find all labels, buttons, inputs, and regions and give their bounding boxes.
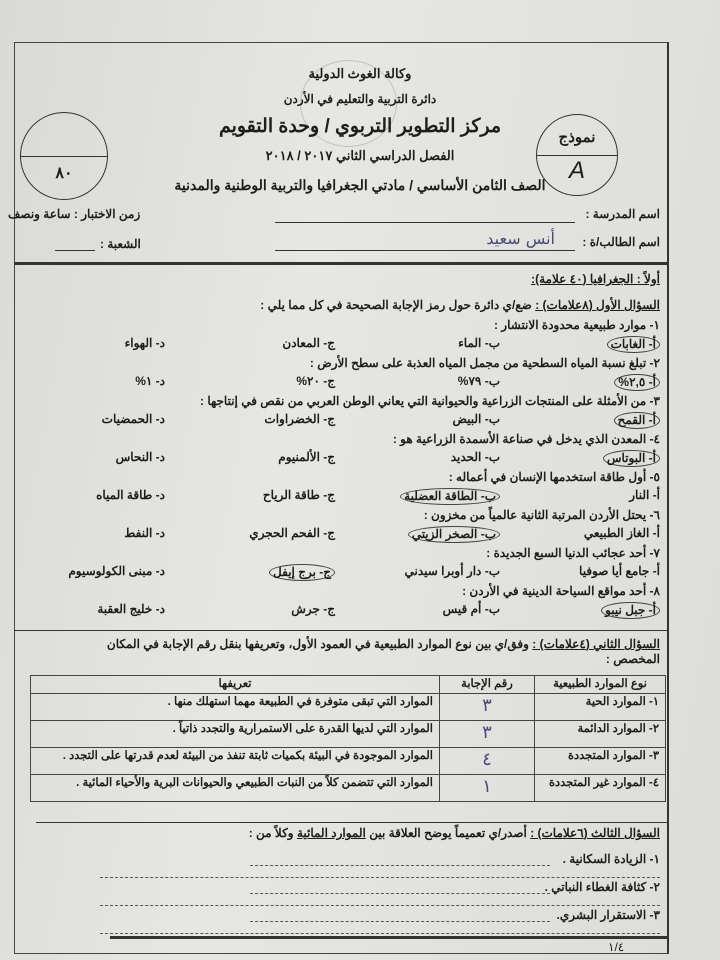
q3-header <box>60 826 660 841</box>
definition: الموارد الموجودة في البيئة بكميات ثابتة تنفذ من البيئة لعدم قدرتها على التجدد . <box>31 748 440 775</box>
definition: الموارد التي تبقى متوفرة في الطبيعة مهما استهلك منها . <box>31 694 440 721</box>
answer-option[interactable]: ب- الحديد <box>450 450 500 464</box>
answer-option[interactable]: ج- الألمنيوم <box>278 450 335 464</box>
question-text: ٣- من الأمثلة على المنتجات الزراعية والحيوانية التي يعاني الوطن العربي من نقص في إنتاجها : <box>199 394 660 408</box>
q3-item: ٢- كثافة الغطاء النباتي . <box>544 880 660 894</box>
question-text: ٤- المعدن الذي يدخل في صناعة الأسمدة الزراعية هو : <box>392 432 660 446</box>
answer-option[interactable]: أ- البوتاس <box>603 450 660 467</box>
answer-number[interactable]: ٤ <box>440 748 535 775</box>
header-divider <box>14 262 668 265</box>
answer-option[interactable]: د- ١% <box>135 374 165 388</box>
answer-option[interactable]: د- الهواء <box>124 336 165 350</box>
answer-option[interactable]: ج- جرش <box>291 602 335 616</box>
q1-divider <box>14 630 668 631</box>
resource-type: ٤- الموارد غير المتجددة <box>535 775 666 802</box>
question-text: ٥- أول طاقة استخدمها الإنسان في أعماله : <box>448 470 660 484</box>
answer-option[interactable]: ب- الطاقة العضلية <box>400 488 500 505</box>
definition: الموارد التي لديها القدرة على الاستمرارية والتجدد ذاتياً . <box>31 721 440 748</box>
answer-option[interactable]: د- طاقة المياه <box>96 488 165 502</box>
model-label: نموذج <box>558 129 596 146</box>
school-field[interactable] <box>275 222 575 223</box>
answer-line[interactable] <box>250 893 550 894</box>
table-row <box>31 775 666 802</box>
answer-line[interactable] <box>250 865 550 866</box>
answer-option[interactable]: ج- برج إيفل <box>269 564 335 581</box>
student-name: أنس سعيد <box>486 229 555 248</box>
q2-divider <box>36 822 668 823</box>
answer-option[interactable]: أ- النار <box>629 488 660 502</box>
agency-name: وكالة الغوث الدولية <box>308 66 412 81</box>
q2-title: السؤال الثاني (٤علامات) : <box>532 637 660 651</box>
model-circle <box>536 114 618 196</box>
answer-option[interactable]: أ- القمح <box>614 412 660 429</box>
total-score: ٨٠ <box>55 165 73 182</box>
question-text: ٧- أحد عجائب الدنيا السبع الجديدة : <box>486 546 660 560</box>
answer-option[interactable]: د- مبنى الكولوسيوم <box>68 564 165 578</box>
question-text: ٦- يحتل الأردن المرتبة الثانية عالمياً من مخزون : <box>423 508 660 522</box>
matching-table <box>30 675 666 802</box>
answer-option[interactable]: أ- ٢,٥% <box>614 374 660 391</box>
answer-option[interactable]: ج- الخضراوات <box>264 412 335 426</box>
q1-instruction: ضع/ي دائرة حول رمز الإجابة الصحيحة في كل مما يلي : <box>260 298 532 312</box>
answer-option[interactable]: د- الحمضيات <box>101 412 165 426</box>
answer-option[interactable]: ب- الماء <box>458 336 500 350</box>
q3-item: ١- الزيادة السكانية . <box>562 852 660 866</box>
answer-number[interactable]: ٣ <box>440 694 535 721</box>
section-field[interactable] <box>55 250 95 251</box>
q3-keyword: الموارد المائية <box>296 826 366 840</box>
answer-option[interactable]: أ- الغابات <box>607 336 660 353</box>
answer-option[interactable]: ج- المعادن <box>282 336 335 350</box>
footer-divider <box>110 936 668 939</box>
answer-option[interactable]: د- خليج العقبة <box>97 602 165 616</box>
table-row <box>31 694 666 721</box>
col-definition: تعريفها <box>31 676 440 694</box>
col-type: نوع الموارد الطبيعية <box>535 676 666 694</box>
table-row <box>31 721 666 748</box>
answer-option[interactable]: ب- دار أوبرا سيدني <box>404 564 500 578</box>
answer-option[interactable]: أ- جامع أيا صوفيا <box>579 564 660 578</box>
department-name: دائرة التربية والتعليم في الأردن <box>283 92 437 106</box>
answer-option[interactable]: د- النفط <box>124 526 165 540</box>
question-text: ٨- أحد مواقع السياحة الدينية في الأردن : <box>462 584 660 598</box>
q1-title: السؤال الأول (٨علامات) : <box>535 298 660 312</box>
q3-instruction-end: وكلاً من : <box>248 826 294 840</box>
q3-instruction: أصدر/ي تعميماً يوضح العلاقة بين <box>369 826 527 840</box>
q2-header <box>60 637 660 667</box>
answer-line[interactable] <box>100 933 660 934</box>
table-row <box>31 748 666 775</box>
model-value: A <box>568 157 585 184</box>
center-title: مركز التطوير التربوي / وحدة التقويم <box>218 116 502 137</box>
definition: الموارد التي تتضمن كلاً من النبات الطبيعي والحيوانات البرية والأحياء المائية . <box>31 775 440 802</box>
q3-item: ٣- الاستقرار البشري. <box>556 908 660 922</box>
answer-option[interactable]: ب- البيض <box>452 412 500 426</box>
q1-header <box>60 298 660 313</box>
question-text: ٢- تبلغ نسبة المياه السطحية من مجمل المياه العذبة على سطح الأرض : <box>309 356 660 370</box>
student-label: اسم الطالب/ة : <box>582 235 660 249</box>
answer-option[interactable]: أ- الغاز الطبيعي <box>583 526 660 540</box>
col-answer: رقم الإجابة <box>440 676 535 694</box>
semester: الفصل الدراسي الثاني ٢٠١٧ / ٢٠١٨ <box>265 148 455 163</box>
answer-option[interactable]: ب- الصخر الزيتي <box>408 526 500 543</box>
q2-instruction: وفق/ي بين نوع الموارد الطبيعية في العمود الأول، وتعريفها بنقل رقم الإجابة في المكان المخصص : <box>106 637 660 666</box>
resource-type: ٣- الموارد المتجددة <box>535 748 666 775</box>
grade-subject: الصف الثامن الأساسي / مادتي الجغرافيا والتربية الوطنية والمدنية <box>174 177 546 193</box>
answer-option[interactable]: ج- ٢٠% <box>296 374 335 388</box>
answer-number[interactable]: ١ <box>440 775 535 802</box>
q3-title: السؤال الثالث (٦علامات) : <box>530 826 660 840</box>
answer-number[interactable]: ٣ <box>440 721 535 748</box>
section-label: الشعبة : <box>100 237 141 251</box>
part1-title: أولاً : الجغرافيا (٤٠ علامة): <box>531 272 660 286</box>
page-number: ١/٤ <box>608 940 625 954</box>
answer-option[interactable]: ج- الفحم الحجري <box>249 526 335 540</box>
answer-option[interactable]: أ- جبل نيبو <box>601 602 660 619</box>
exam-time: زمن الاختبار : ساعة ونصف <box>8 207 141 221</box>
answer-line[interactable] <box>100 877 660 878</box>
student-field[interactable] <box>275 250 575 251</box>
answer-option[interactable]: ب- ٧٩% <box>457 374 500 388</box>
resource-type: ١- الموارد الحية <box>535 694 666 721</box>
resource-type: ٢- الموارد الدائمة <box>535 721 666 748</box>
score-circle <box>20 112 108 200</box>
answer-line[interactable] <box>250 921 550 922</box>
answer-option[interactable]: ج- طاقة الرياح <box>262 488 335 502</box>
answer-line[interactable] <box>100 905 660 906</box>
answer-option[interactable]: د- النحاس <box>115 450 165 464</box>
school-label: اسم المدرسة : <box>585 207 660 221</box>
question-text: ١- موارد طبيعية محدودة الانتشار : <box>493 318 660 332</box>
answer-option[interactable]: ب- أم قيس <box>442 602 500 616</box>
